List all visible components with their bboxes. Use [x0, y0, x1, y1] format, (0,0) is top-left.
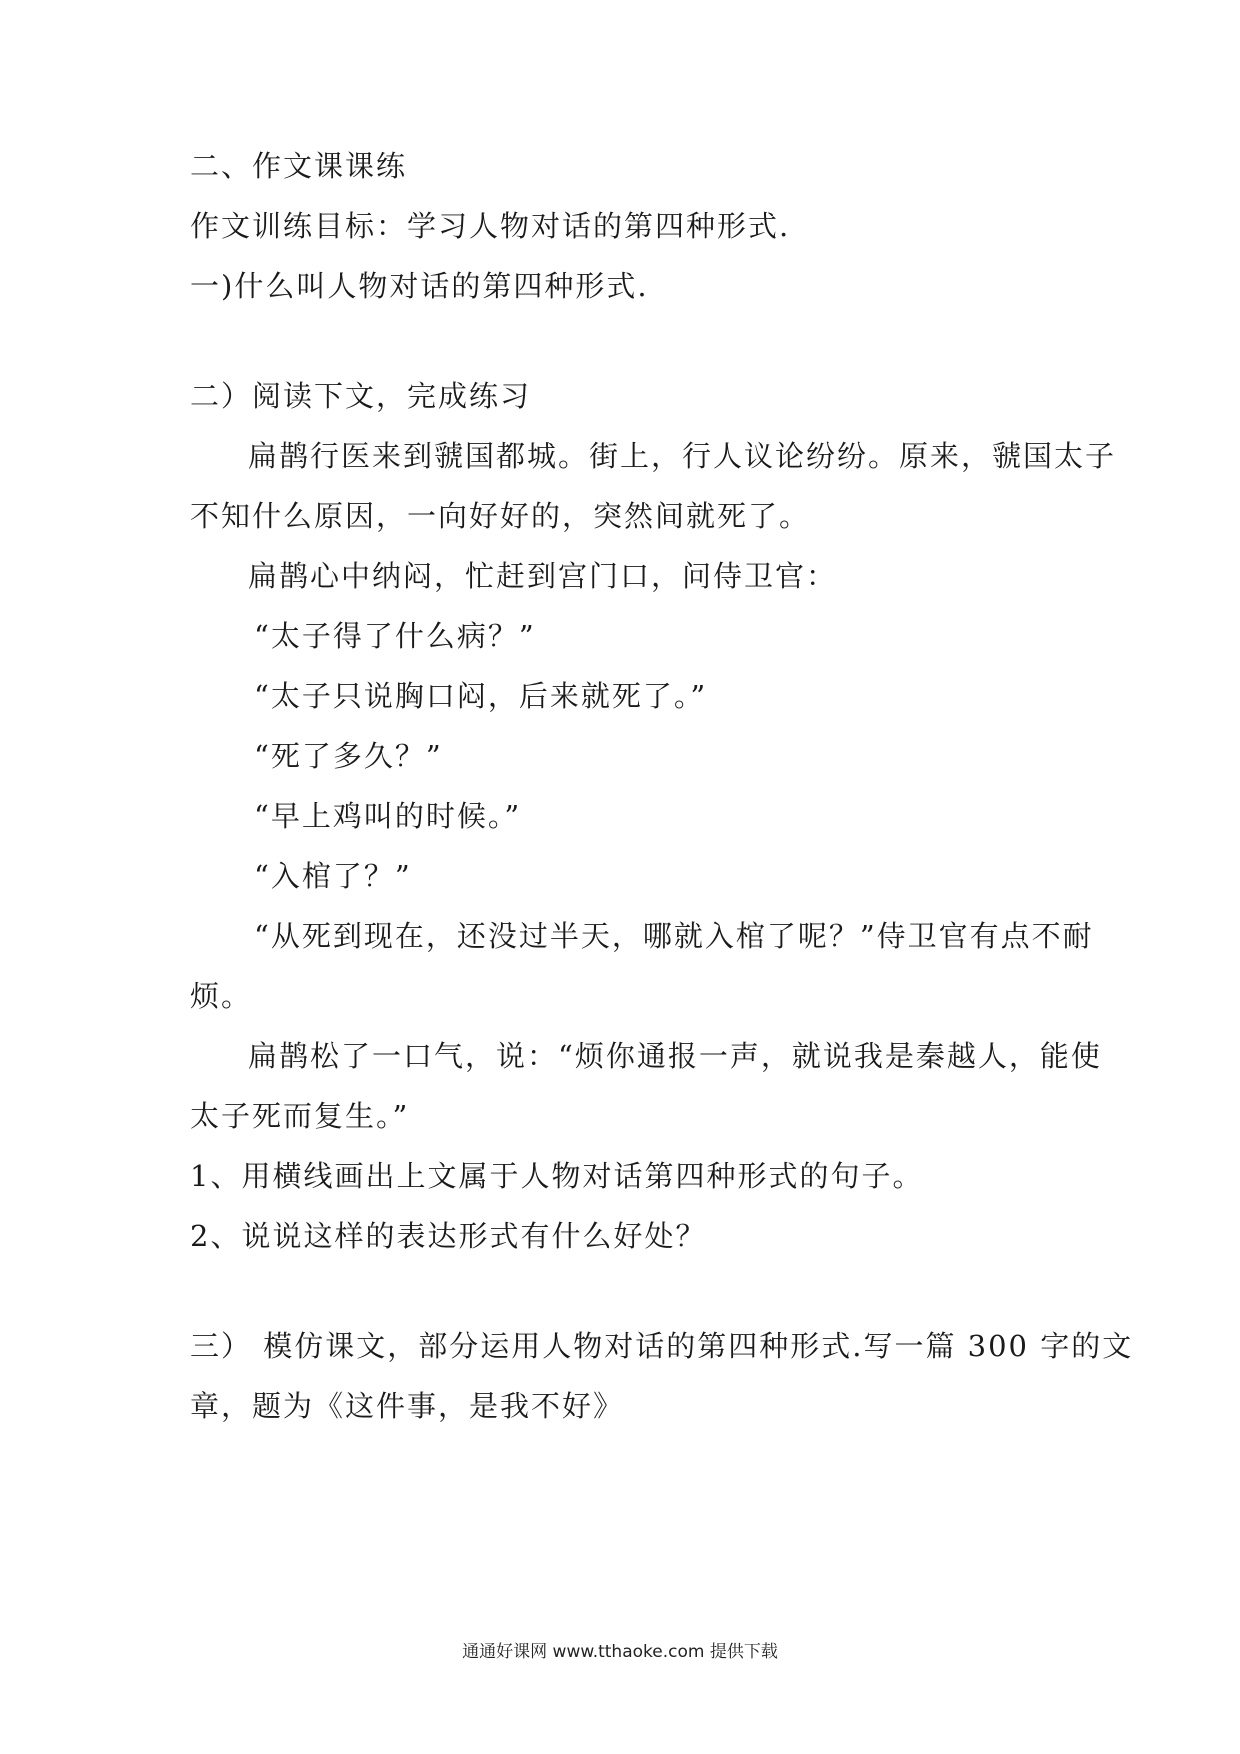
dialogue-line-4: “早上鸡叫的时候。” [254, 799, 522, 833]
dialogue-line-6-cont: 烦。 [190, 979, 253, 1013]
part3-line1: 三） 模仿课文，部分运用人物对话的第四种形式.写一篇 300 字的文 [190, 1329, 1134, 1363]
section-title: 二、作文课课练 [190, 149, 408, 183]
part2-heading: 二）阅读下文，完成练习 [190, 379, 532, 413]
page-footer: 通通好课网 www.tthaoke.com 提供下载 [462, 1642, 778, 1662]
passage-p2: 扁鹊心中纳闷，忙赶到宫门口，问侍卫官： [248, 559, 838, 593]
dialogue-line-5: “入棺了？” [254, 859, 412, 893]
dialogue-line-3: “死了多久？” [254, 739, 443, 773]
dialogue-line-2: “太子只说胸口闷，后来就死了。” [254, 679, 708, 713]
exercise-1: 1、用横线画出上文属于人物对话第四种形式的句子。 [190, 1159, 924, 1193]
exercise-2: 2、说说这样的表达形式有什么好处？ [190, 1219, 707, 1253]
dialogue-line-1: “太子得了什么病？” [254, 619, 536, 653]
passage-p1-line2: 不知什么原因，一向好好的，突然间就死了。 [190, 499, 811, 533]
passage-p1-line1: 扁鹊行医来到虢国都城。街上，行人议论纷纷。原来，虢国太子 [248, 439, 1117, 473]
part1-heading: 一)什么叫人物对话的第四种形式. [190, 269, 649, 303]
training-goal: 作文训练目标：学习人物对话的第四种形式. [190, 209, 791, 243]
passage-last-line1: 扁鹊松了一口气，说：“烦你通报一声，就说我是秦越人，能使 [248, 1039, 1102, 1073]
dialogue-line-6: “从死到现在，还没过半天，哪就入棺了呢？”侍卫官有点不耐 [254, 919, 1094, 953]
part3-line2: 章，题为《这件事，是我不好》 [190, 1389, 625, 1423]
passage-last-line2: 太子死而复生。” [190, 1099, 410, 1133]
